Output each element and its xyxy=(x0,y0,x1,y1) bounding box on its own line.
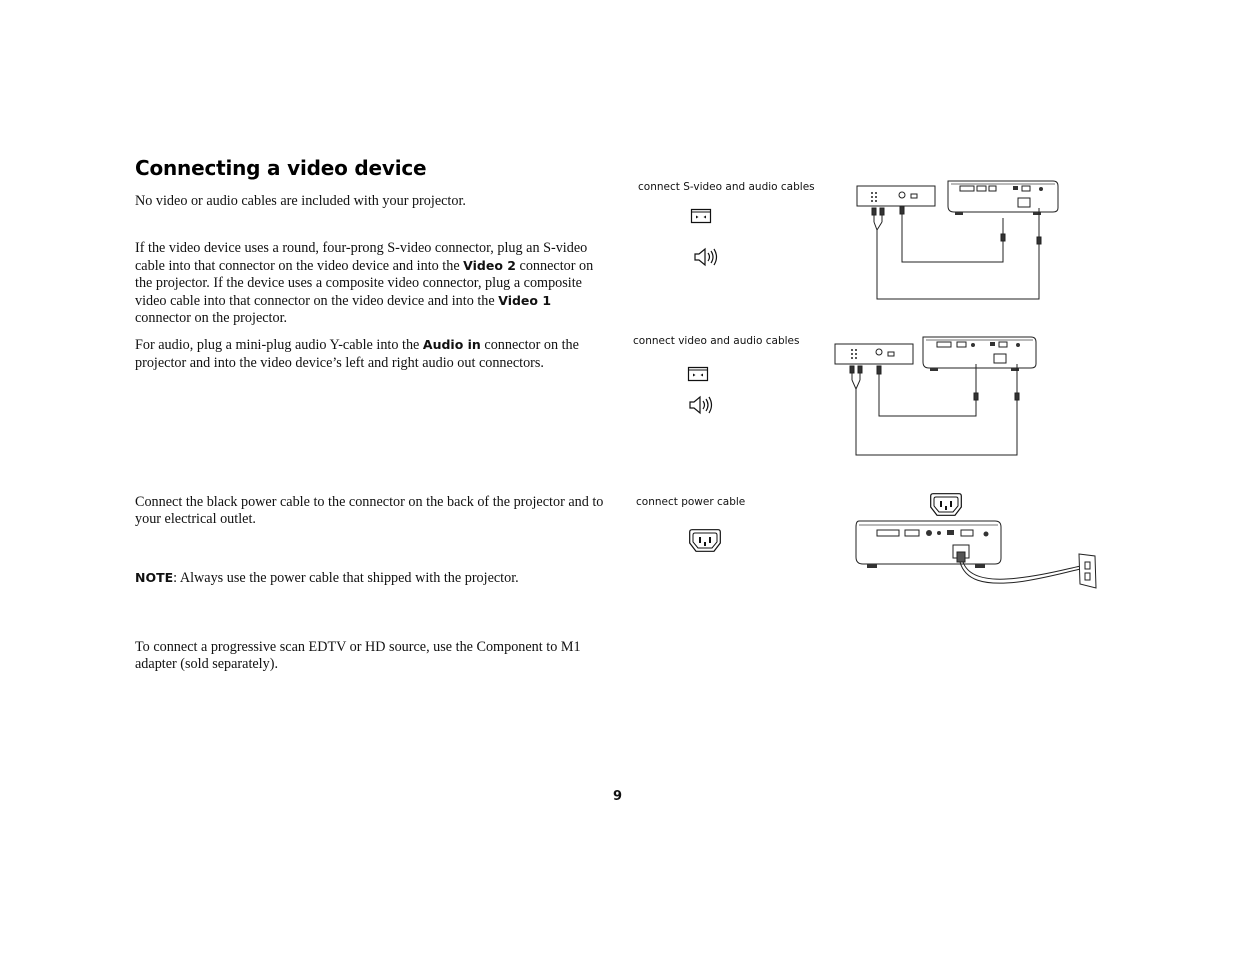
page-title: Connecting a video device xyxy=(135,156,427,180)
caption-svideo: connect S-video and audio cables xyxy=(638,181,815,193)
video-connector-icon xyxy=(688,367,708,381)
caption-power: connect power cable xyxy=(636,496,746,508)
note-paragraph: NOTE: Always use the power cable that shipped with the projector. xyxy=(135,570,519,586)
caption-video: connect video and audio cables xyxy=(633,335,800,347)
speaker-icon xyxy=(694,248,718,266)
note-label: NOTE xyxy=(135,570,174,585)
svideo-connection-diagram xyxy=(855,178,1060,303)
page-number: 9 xyxy=(612,789,623,804)
wall-outlet xyxy=(1079,554,1096,588)
component-paragraph: To connect a progressive scan EDTV or HD source, use the Component to M1 adapter (sold separately). xyxy=(135,639,581,672)
intro-paragraph: No video or audio cables are included with your projector. xyxy=(135,193,466,209)
projector xyxy=(856,521,1001,568)
video-device xyxy=(857,186,935,206)
video-connector-paragraph: If the video device uses a round, four-prong S-video connector, plug an S-video cable into that connector on the video device and into the Video 2 connector on the projector. If the device uses a composite video connector, plug a composite video cable into that connector on the video device and into the Video 1 connector on the projector. xyxy=(135,240,594,326)
audio-paragraph: For audio, plug a mini-plug audio Y-cable into the Audio in connector on the projector and into the video device’s left and right audio out connectors. xyxy=(135,337,579,371)
power-connection-diagram xyxy=(853,518,1103,593)
power-plug-icon xyxy=(930,493,962,516)
power-plug-icon xyxy=(689,529,721,552)
cables xyxy=(872,206,1041,299)
composite-connection-diagram xyxy=(833,334,1038,459)
video-connector-icon xyxy=(691,209,711,223)
cables xyxy=(850,364,1019,455)
video-2-label: Video 2 xyxy=(463,258,516,273)
projector xyxy=(923,337,1036,371)
power-paragraph: Connect the black power cable to the connector on the back of the projector and to your electrical outlet. xyxy=(135,494,604,527)
projector xyxy=(948,181,1058,215)
video-1-label: Video 1 xyxy=(498,293,552,308)
audio-in-label: Audio in xyxy=(422,337,481,352)
video-device xyxy=(835,344,913,364)
speaker-icon xyxy=(689,396,713,414)
